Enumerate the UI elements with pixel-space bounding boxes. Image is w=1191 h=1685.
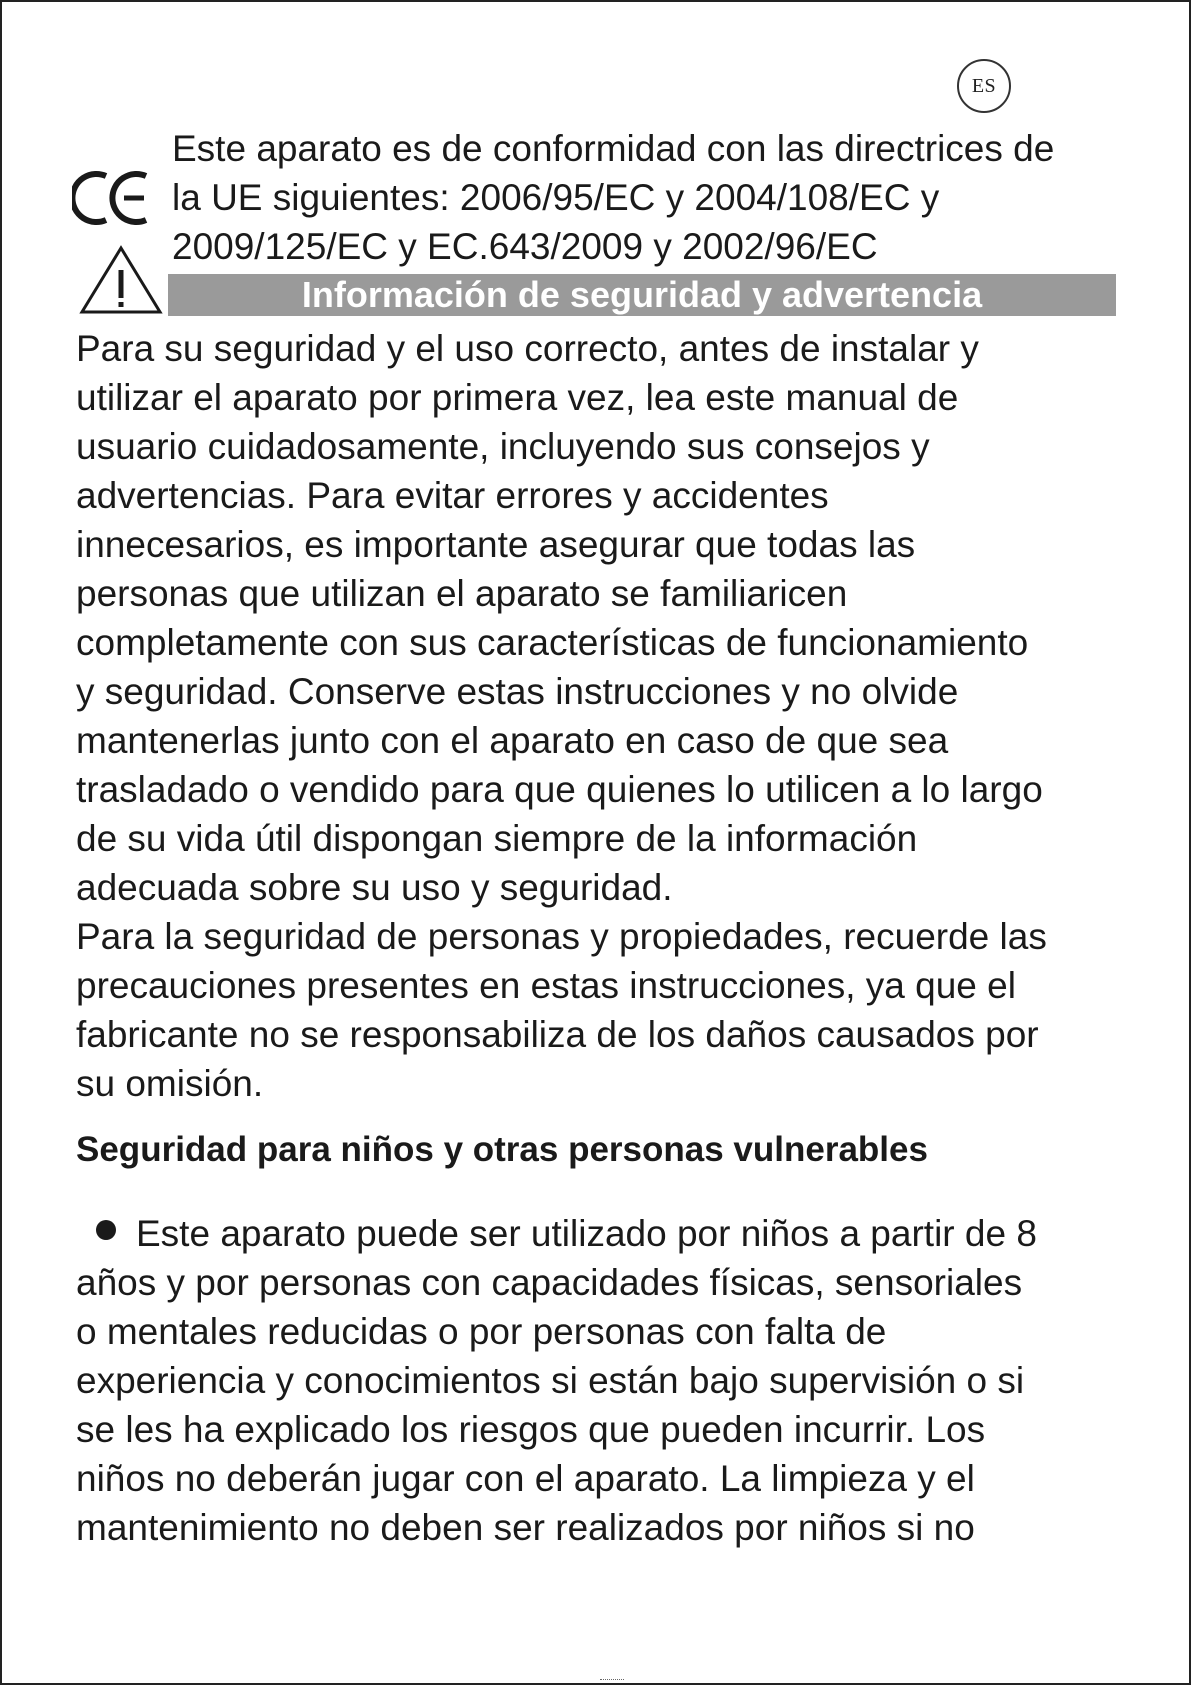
bullet-line: se les ha explicado los riesgos que pueden incurrir. Los [76, 1409, 986, 1450]
bullet-line: o mentales reducidas o por personas con falta de [76, 1311, 887, 1352]
bullet-line: años y por personas con capacidades físicas, sensoriales [76, 1262, 1023, 1303]
conformity-line: 2009/125/EC y EC.643/2009 y 2002/96/EC [172, 226, 878, 267]
paragraph-line: trasladado o vendido para que quienes lo utilicen a lo largo [76, 769, 1043, 810]
bullet-first-line [76, 1209, 1176, 1258]
paragraph-line: personas que utilizan el aparato se familiaricen [76, 573, 848, 614]
bullet-item [76, 1209, 1176, 1552]
bullet-dot-icon [96, 1220, 116, 1240]
paragraph-line: de su vida útil dispongan siempre de la información [76, 818, 918, 859]
paragraph-line: usuario cuidadosamente, incluyendo sus consejos y [76, 426, 930, 467]
paragraph-line: mantenerlas junto con el aparato en caso de que sea [76, 720, 949, 761]
paragraph-line: precauciones presentes en estas instrucciones, ya que el [76, 965, 1016, 1006]
section-title-bar: Información de seguridad y advertencia [168, 274, 1116, 316]
bullet-line: mantenimiento no deben ser realizados por niños si no [76, 1507, 975, 1548]
ce-mark-icon [72, 168, 154, 228]
child-safety-heading: Seguridad para niños y otras personas vulnerables [76, 1130, 928, 1169]
conformity-statement [172, 124, 1172, 271]
conformity-line: Este aparato es de conformidad con las directrices de [172, 128, 1055, 169]
paragraph-line: su omisión. [76, 1063, 264, 1104]
conformity-line: la UE siguientes: 2006/95/EC y 2004/108/EC y [172, 177, 940, 218]
paragraph-line: completamente con sus características de funcionamiento [76, 622, 1029, 663]
paragraph-line: innecesarios, es importante asegurar que todas las [76, 524, 916, 565]
bullet-line: experiencia y conocimientos si están bajo supervisión o si [76, 1360, 1025, 1401]
paragraph-line: Para su seguridad y el uso correcto, antes de instalar y [76, 328, 979, 369]
warning-triangle-icon [78, 244, 164, 316]
paragraph-line: advertencias. Para evitar errores y accidentes [76, 475, 829, 516]
paragraph-line: y seguridad. Conserve estas instrucciones y no olvide [76, 671, 959, 712]
safety-paragraphs [76, 324, 1176, 1108]
paragraph-line: Para la seguridad de personas y propiedades, recuerde las [76, 916, 1047, 957]
paragraph-line: utilizar el aparato por primera vez, lea este manual de [76, 377, 959, 418]
paragraph-line: fabricante no se responsabiliza de los daños causados por [76, 1014, 1039, 1055]
bullet-line: niños no deberán jugar con el aparato. La limpieza y el [76, 1458, 975, 1499]
bullet-line: Este aparato puede ser utilizado por niños a partir de 8 [136, 1213, 1037, 1254]
page-edge-mark [600, 1679, 624, 1684]
paragraph-line: adecuada sobre su uso y seguridad. [76, 867, 673, 908]
language-badge: ES [957, 59, 1011, 113]
